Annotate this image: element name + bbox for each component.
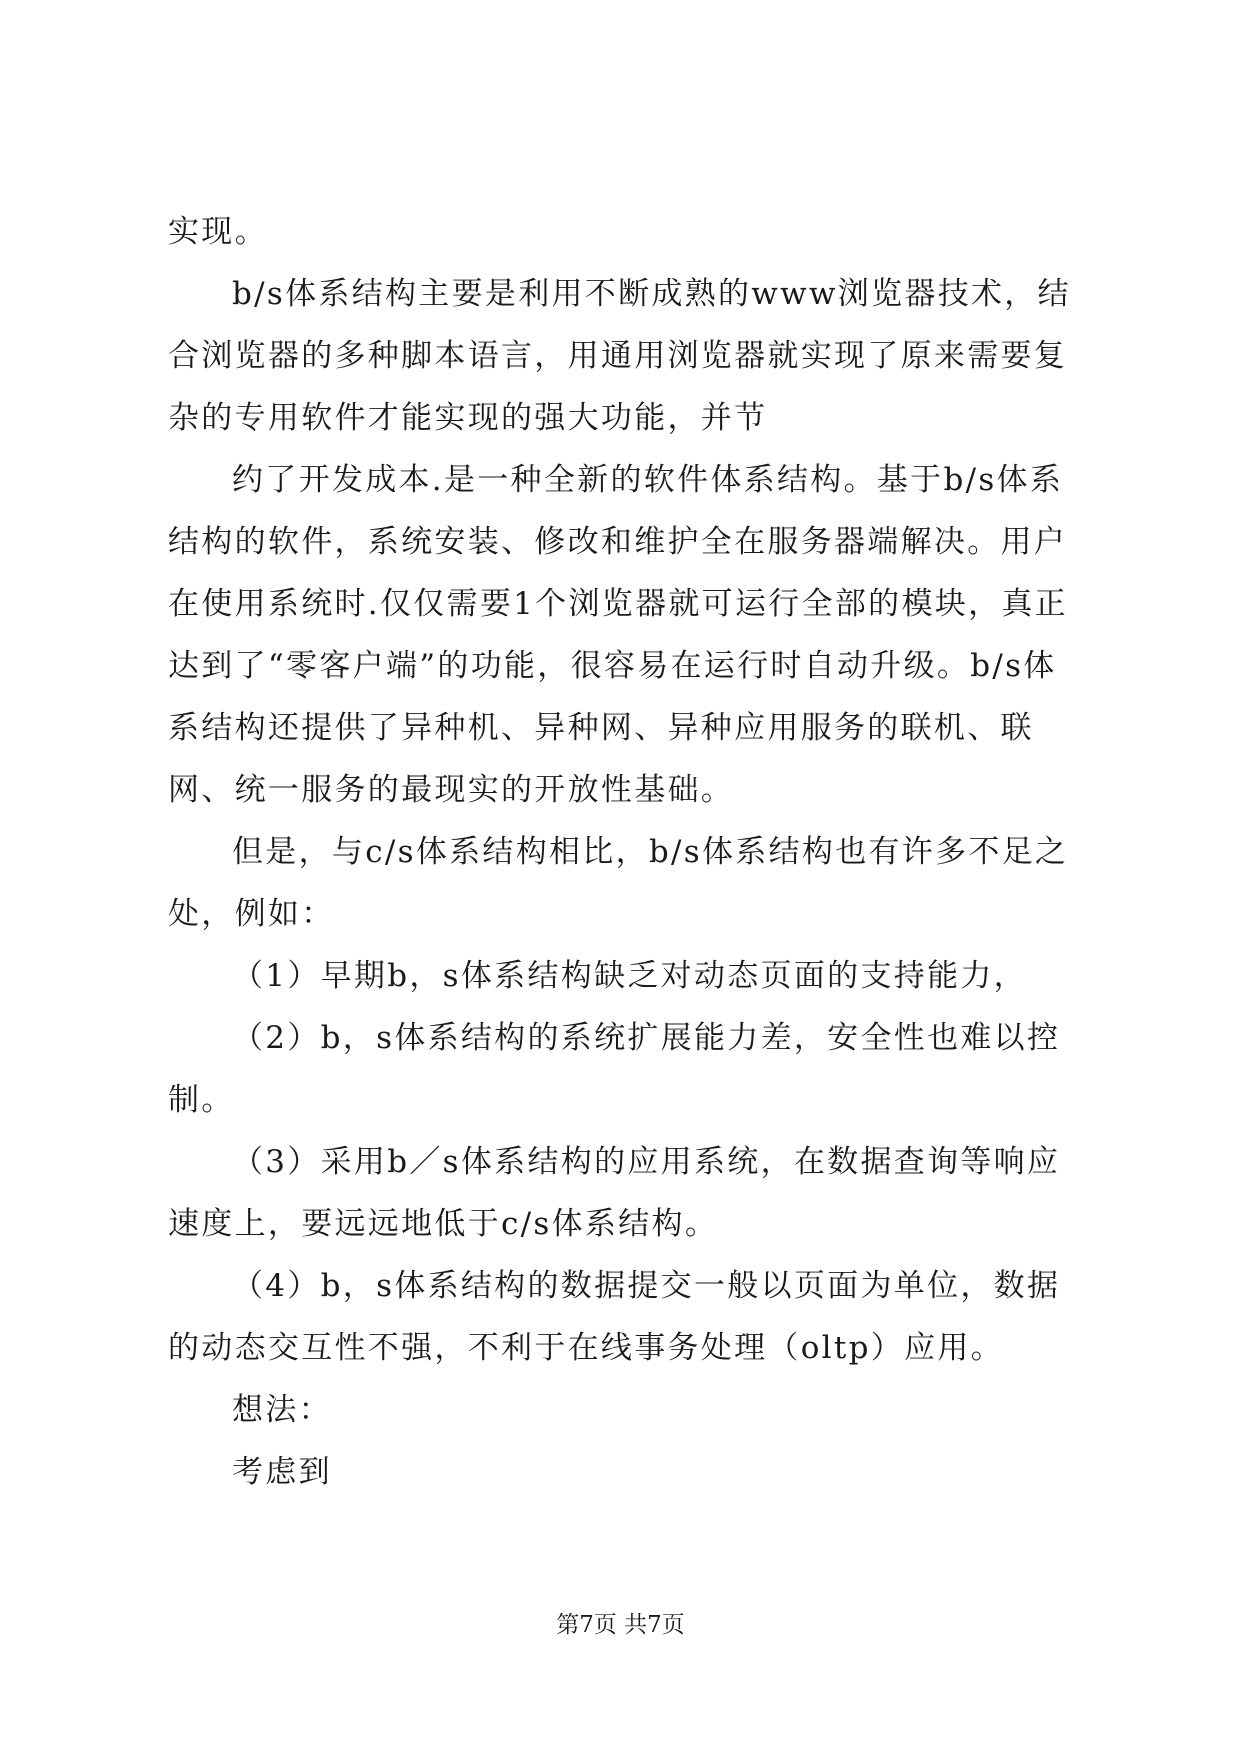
list-item-2: （2）b，s体系结构的系统扩展能力差，安全性也难以控制。 xyxy=(168,1020,1061,1118)
paragraph-ideas: 想法： xyxy=(232,1392,332,1428)
paragraph-3: 约了开发成本.是一种全新的软件体系结构。基于b/s体系结构的软件，系统安装、修改和维护全在服务器端解决。用户在使用系统时.仅仅需要1个浏览器就可运行全部的模块，真正达到了“零客户端”的功能，很容易在运行时自动升级。b/s体系结构还提供了异种机、异种网、异种应用服务的联机、联网、统一服务的最现实的开放性基础。 xyxy=(168,462,1068,808)
list-item-1: （1）早期b，s体系结构缺乏对动态页面的支持能力， xyxy=(232,958,1027,994)
paragraph-4: 但是，与c/s体系结构相比，b/s体系结构也有许多不足之处，例如： xyxy=(168,834,1069,932)
paragraph-2: b/s体系结构主要是利用不断成熟的www浏览器技术，结合浏览器的多种脚本语言，用通用浏览器就实现了原来需要复杂的专用软件才能实现的强大功能，并节 xyxy=(168,276,1071,436)
paragraph-considering: 考虑到 xyxy=(232,1454,332,1490)
paragraph-1: 实现。 xyxy=(168,214,268,250)
page-footer: 第7页 共7页 xyxy=(556,1612,685,1638)
list-item-4: （4）b，s体系结构的数据提交一般以页面为单位，数据的动态交互性不强，不利于在线事务处理（oltp）应用。 xyxy=(168,1268,1061,1366)
list-item-3: （3）采用b／s体系结构的应用系统，在数据查询等响应速度上，要远远地低于c/s体系结构。 xyxy=(168,1144,1061,1242)
document-body xyxy=(168,201,1088,1503)
